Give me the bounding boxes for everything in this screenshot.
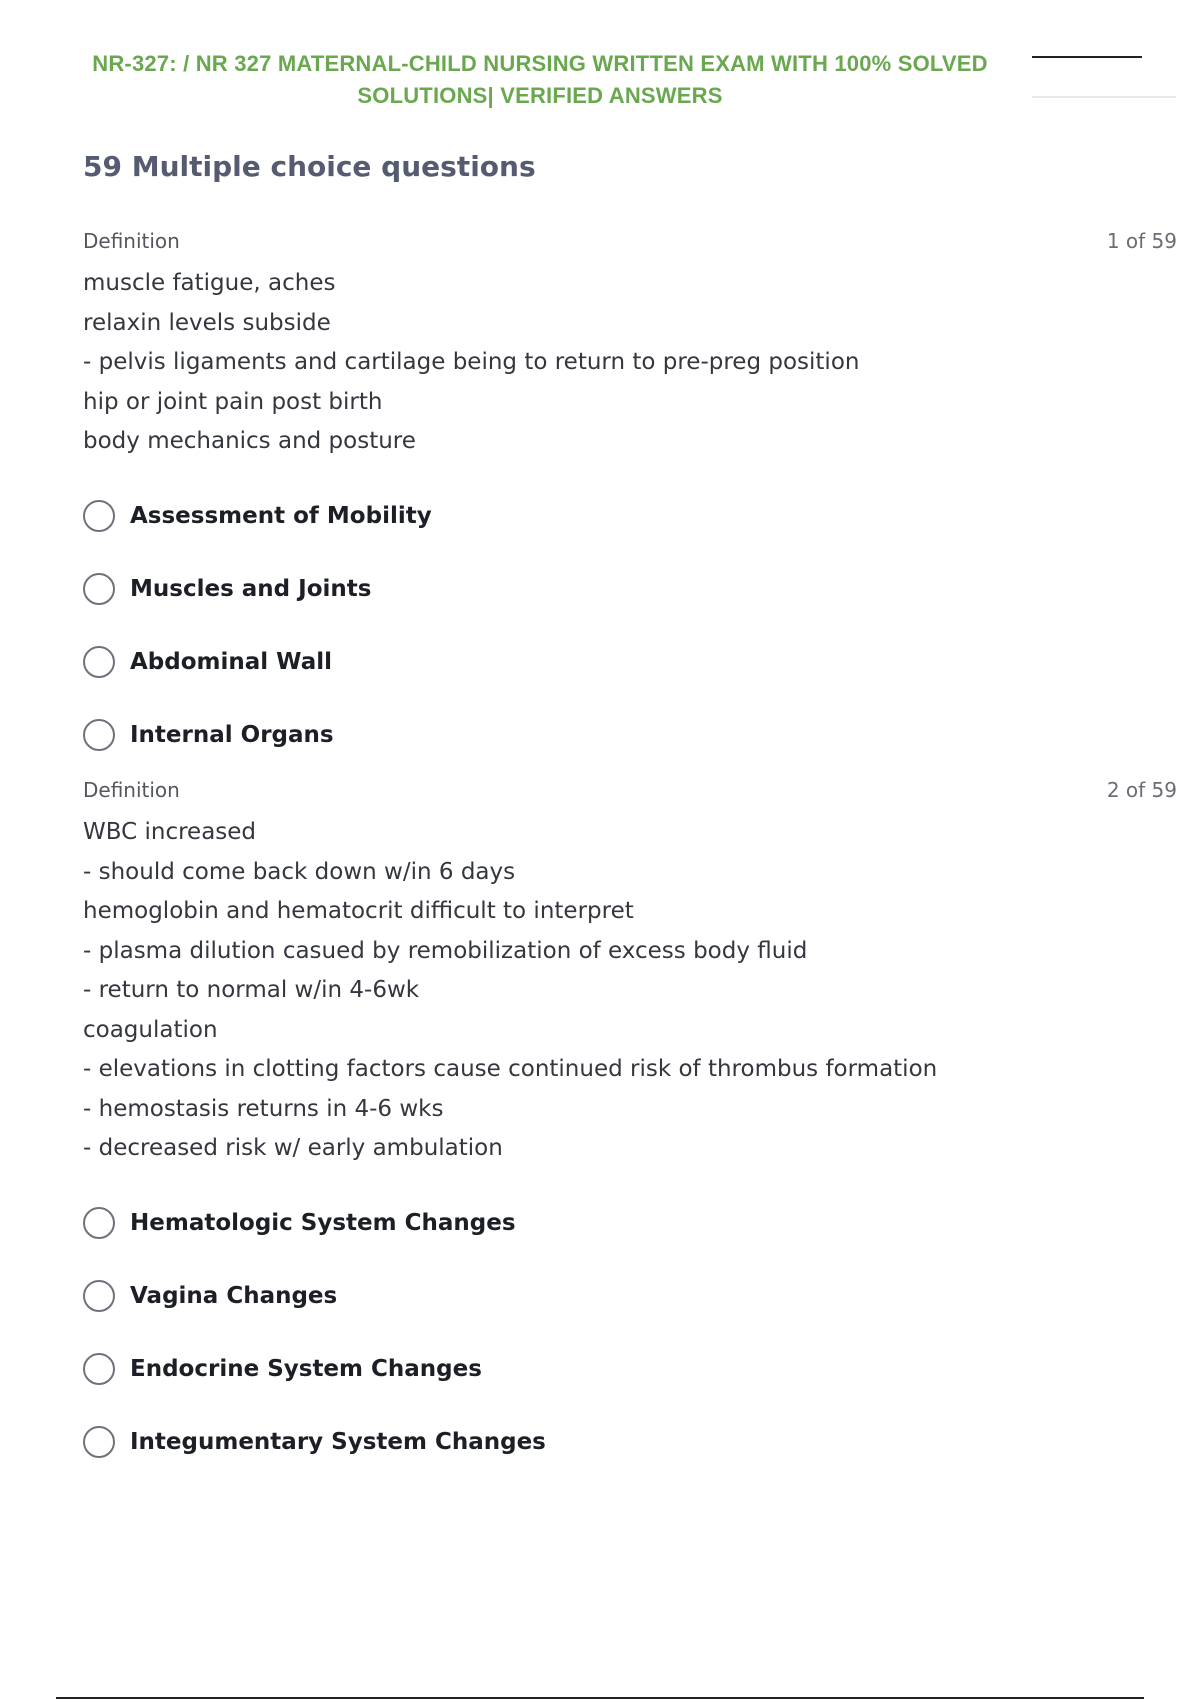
definition-line: - should come back down w/in 6 days <box>83 858 516 885</box>
question-card-2 <box>83 775 1177 1479</box>
radio-button[interactable] <box>83 573 115 605</box>
quiz-title: 59 Multiple choice questions <box>83 150 536 183</box>
radio-button[interactable] <box>83 719 115 751</box>
question-card-1 <box>83 226 1177 772</box>
answer-option-label[interactable]: Hematologic System Changes <box>130 1210 516 1236</box>
radio-button[interactable] <box>83 1426 115 1458</box>
definition-line: hemoglobin and hematocrit difficult to interpret <box>83 898 634 924</box>
footer-rule <box>56 1697 1144 1699</box>
question-definition <box>83 813 1177 1169</box>
answer-option-label[interactable]: Abdominal Wall <box>130 649 333 675</box>
answer-option[interactable] <box>83 1406 1177 1479</box>
answer-option-label[interactable]: Muscles and Joints <box>130 576 372 602</box>
definition-line: - hemostasis returns in 4-6 wks <box>83 1095 444 1122</box>
question-type-label: Definition <box>83 229 180 253</box>
definition-line: WBC increased <box>83 819 257 845</box>
definition-line: - elevations in clotting factors cause continued risk of thrombus formation <box>83 1056 938 1082</box>
definition-line: - plasma dilution casued by remobilization of excess body fluid <box>83 937 808 964</box>
answer-option[interactable] <box>83 1260 1177 1333</box>
definition-line: muscle fatigue, aches <box>83 270 336 296</box>
radio-button[interactable] <box>83 1207 115 1239</box>
answer-option-label[interactable]: Vagina Changes <box>130 1283 338 1309</box>
definition-line: body mechanics and posture <box>83 428 416 454</box>
definition-line: - pelvis ligaments and cartilage being to return to pre-preg position <box>83 349 860 375</box>
answer-options <box>83 1187 1177 1479</box>
header-title-line-1: NR-327: / NR 327 MATERNAL-CHILD NURSING WRITTEN EXAM WITH 100% SOLVED <box>92 51 988 76</box>
radio-button[interactable] <box>83 500 115 532</box>
header-rule <box>1032 56 1142 58</box>
radio-button[interactable] <box>83 1280 115 1312</box>
answer-option[interactable] <box>83 480 1177 553</box>
answer-option-label[interactable]: Assessment of Mobility <box>130 503 432 529</box>
header-rule-faint <box>1032 96 1176 98</box>
definition-line: coagulation <box>83 1016 218 1043</box>
question-counter: 1 of 59 <box>1106 229 1177 253</box>
definition-line: relaxin levels subside <box>83 309 331 336</box>
header-title-line-2: SOLUTIONS| VERIFIED ANSWERS <box>357 83 723 108</box>
definition-line: hip or joint pain post birth <box>83 388 383 415</box>
answer-option-label[interactable]: Internal Organs <box>130 722 334 748</box>
answer-option[interactable] <box>83 1187 1177 1260</box>
answer-option[interactable] <box>83 626 1177 699</box>
question-counter: 2 of 59 <box>1106 778 1177 802</box>
answer-option[interactable] <box>83 1333 1177 1406</box>
answer-option[interactable] <box>83 699 1177 772</box>
radio-button[interactable] <box>83 1353 115 1385</box>
definition-line: - return to normal w/in 4-6wk <box>83 977 420 1003</box>
document-header <box>40 48 1040 112</box>
radio-button[interactable] <box>83 646 115 678</box>
definition-line: - decreased risk w/ early ambulation <box>83 1135 503 1161</box>
answer-options <box>83 480 1177 772</box>
question-definition <box>83 264 1177 462</box>
answer-option-label[interactable]: Integumentary System Changes <box>130 1429 546 1455</box>
answer-option[interactable] <box>83 553 1177 626</box>
question-type-label: Definition <box>83 778 180 802</box>
answer-option-label[interactable]: Endocrine System Changes <box>130 1356 482 1382</box>
